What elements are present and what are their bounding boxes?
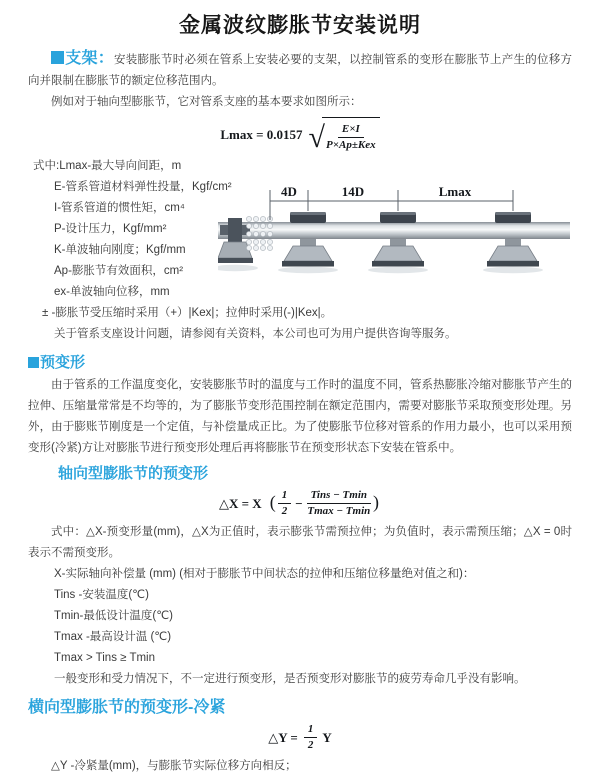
lmax-fraction-numerator: E×I: [338, 123, 364, 138]
half-fraction: [304, 723, 318, 752]
definition-item: ± -膨胀节受压缩时采用（+）|Kex|；拉伸时采用(-)|Kex|。: [42, 307, 333, 319]
formula-delta-y: [28, 723, 572, 752]
section-marker-square-icon: [28, 357, 39, 368]
minus-operator: −: [295, 496, 303, 511]
formula-delta-x-lhs: △X = X: [219, 496, 262, 511]
support-intro-paragraph: [28, 48, 572, 92]
lmax-fraction: [326, 123, 376, 152]
left-paren: (: [269, 492, 276, 512]
dimension-label-14d: 14D: [341, 184, 365, 199]
formula-lmax-lhs: Lmax = 0.0157: [220, 127, 303, 142]
support-section-label: 支架：: [65, 50, 114, 67]
definition-item: ex-单波轴向位移，mm: [54, 286, 170, 298]
half-fraction-numerator: 1: [304, 723, 318, 738]
axial-note-line: Tmax > Tins ≥ Tmin: [54, 652, 155, 664]
axial-note-line: Tmax -最高设计温 (℃): [54, 631, 172, 643]
formula-definitions-section: [28, 156, 572, 345]
half-fraction-denominator: 2: [307, 739, 314, 751]
definition-item: Ap-膨胀节有效面积，cm²: [54, 265, 184, 277]
predeform-section-heading: [28, 352, 572, 374]
half-fraction-denominator: 2: [281, 505, 288, 517]
formula-lmax: [28, 117, 572, 152]
lmax-fraction-denominator: P×Ap±Kex: [326, 139, 376, 151]
temperature-fraction-denominator: Tmax − Tmin: [307, 505, 371, 517]
pipe-support-diagram: [218, 182, 570, 278]
support-example-line: 例如对于轴向型膨胀节，它对管系支座的基本要求如图所示：: [51, 96, 362, 108]
formula-delta-y-rhs: Y: [322, 730, 332, 745]
guide-support: [368, 212, 428, 273]
axial-predeform-heading: 轴向型膨胀节的预变形: [58, 465, 209, 482]
axial-note-line: 一般变形和受力情况下，不一定进行预变形，是否预变形对膨胀节的疲劳寿命几乎没有影响。: [54, 673, 526, 685]
definition-item: 式中:Lmax-最大导向间距，m: [33, 160, 182, 172]
definition-item: K-单波轴向刚度；Kgf/mm: [54, 244, 186, 256]
right-paren: ): [373, 492, 379, 512]
predeform-section-label: 预变形: [40, 354, 86, 371]
definition-item: P-设计压力，Kgf/mm²: [54, 223, 167, 235]
guide-support: [483, 212, 543, 273]
definition-item: I-管系管道的惯性矩，cm⁴: [54, 202, 185, 214]
formula-delta-y-lhs: △Y =: [268, 730, 298, 745]
sqrt-radical-icon: √: [308, 120, 326, 154]
guide-support: [278, 212, 338, 273]
dimension-label-lmax: Lmax: [438, 184, 472, 199]
lateral-predeform-heading: 横向型膨胀节的预变形-冷紧: [28, 699, 226, 716]
axial-note-line: Tmin-最低设计温度(℃): [54, 610, 173, 622]
axial-note-paragraph: 式中：△X-预变形量(mm)，△X为正值时，表示膨张节需预拉伸；为负值时，表示需预压缩；△X = 0时表示不需预变形。: [28, 526, 572, 559]
definition-item: E-管系管道材料弹性投量，Kgf/cm²: [54, 181, 232, 193]
dimension-label-4d: 4D: [281, 184, 297, 199]
temperature-fraction-numerator: Tins − Tmin: [307, 489, 371, 504]
formula-delta-x: [28, 489, 572, 518]
support-intro-text: 安装膨胀节时必须在管系上安装必要的支架，以控制管系的变形在膨胀节上产生的位移方向并限制在膨胀节的额定位移范围内。: [28, 54, 572, 87]
document-page: [0, 12, 600, 777]
half-fraction: [278, 489, 292, 518]
page-title: 金属波纹膨胀节安装说明: [179, 14, 421, 37]
lateral-note-line: △Y -冷紧量(mm)，与膨胀节实际位移方向相反；: [51, 760, 297, 772]
axial-note-line: X-实际轴向补偿量 (mm) (相对于膨胀节中间状态的拉伸和压缩位移量绝对值之和)：: [54, 568, 475, 580]
definition-item: 关于管系支座设计问题，请参阅有关资料，本公司也可为用户提供咨询等服务。: [54, 328, 457, 340]
section-marker-square-icon: [51, 51, 64, 64]
predeform-body-paragraph: 由于管系的工作温度变化，安装膨胀节时的温度与工作时的温度不同，管系热膨胀冷缩对膨胀节产生的拉伸、压缩量常常是不均等的，为了膨胀节变形范围控制在额定范围内，需要对膨胀节采取预变形处理。另外，由于膨账节刚度是一个定值，与补偿量成正比。为了使膨胀节位移对管系的作用力最小，也可以采用预变形(冷紧)方让对膨胀节进行预变形处理后再将膨胀节在预变形状态下安装在管系中。: [28, 379, 572, 454]
axial-note-line: Tins -安装温度(℃): [54, 589, 149, 601]
temperature-fraction: [307, 489, 371, 518]
sqrt-body: [322, 117, 380, 152]
half-fraction-numerator: 1: [278, 489, 292, 504]
